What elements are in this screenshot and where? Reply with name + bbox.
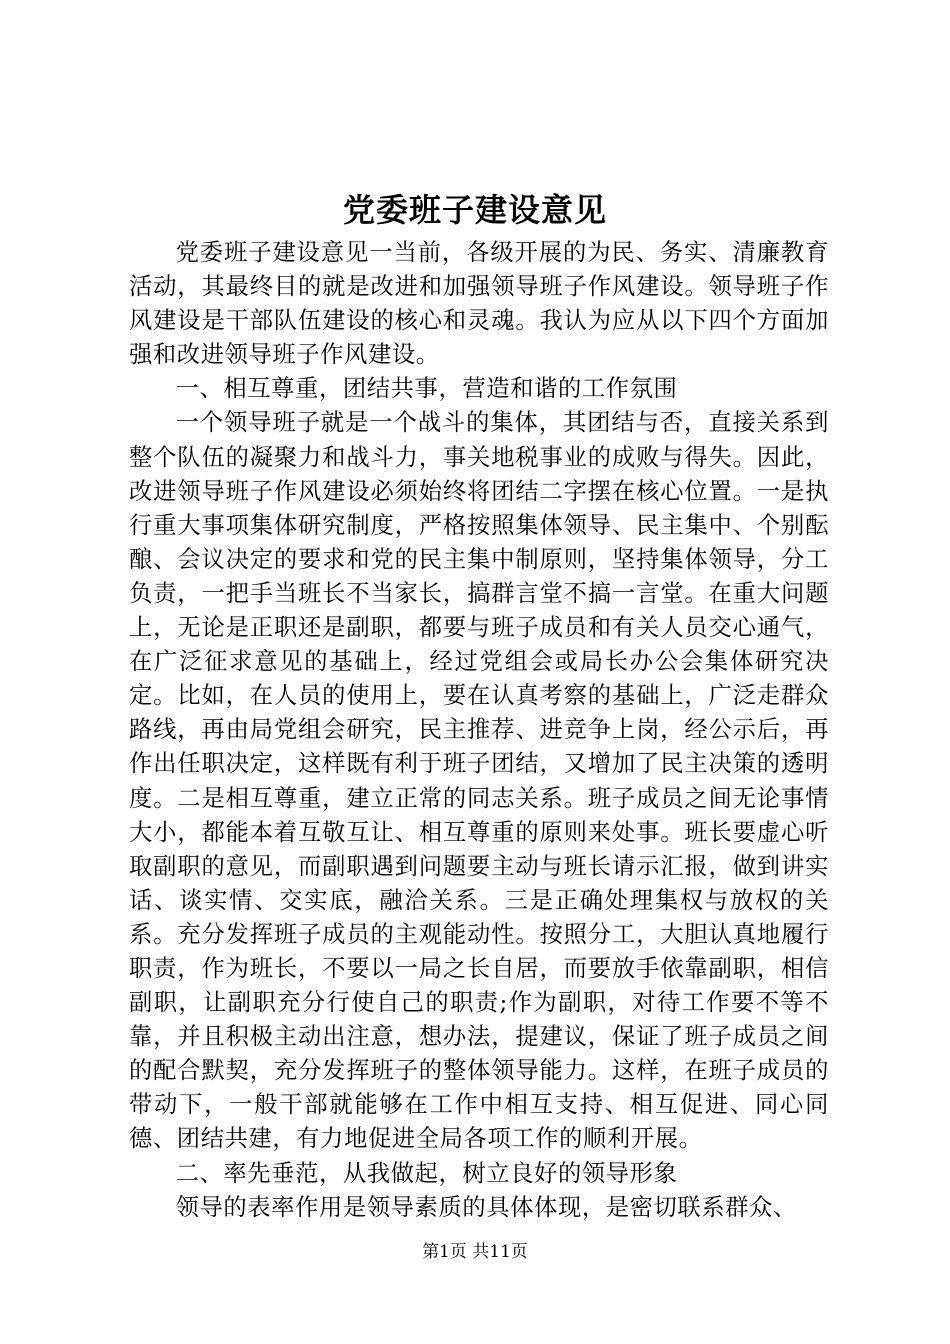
paragraph-intro: 党委班子建设意见一当前，各级开展的为民、务实、清廉教育活动，其最终目的就是改进和加强领导班子作风建设。领导班子作风建设是干部队伍建设的核心和灵魂。我认为应从以下四个方面加强和改进领导班子作风建设。	[129, 239, 829, 369]
document-title: 党委班子建设意见	[342, 191, 607, 229]
paragraph-section-2: 领导的表率作用是领导素质的具体体现，是密切联系群众、	[175, 1193, 797, 1221]
document-body	[129, 236, 829, 1225]
section-heading-1: 一、相互尊重，团结共事，营造和谐的工作氛围	[175, 375, 678, 403]
page-footer: 第1页 共11页	[422, 1242, 528, 1262]
section-heading-2: 二、率先垂范，从我做起，树立良好的领导形象	[175, 1159, 678, 1187]
paragraph-section-1: 一个领导班子就是一个战斗的集体，其团结与否，直接关系到整个队伍的凝聚力和战斗力，事关地税事业的成败与得失。因此，改进领导班子作风建设必须始终将团结二字摆在核心位置。一是执行重大事项集体研究制度，严格按照集体领导、民主集中、个别酝酿、会议决定的要求和党的民主集中制原则，坚持集体领导，分工负责，一把手当班长不当家长，搞群言堂不搞一言堂。在重大问题上，无论是正职还是副职，都要与班子成员和有关人员交心通气，在广泛征求意见的基础上，经过党组会或局长办公会集体研究决定。比如，在人员的使用上，要在认真考察的基础上，广泛走群众路线，再由局党组会研究，民主推荐、进竞争上岗，经公示后，再作出任职决定，这样既有利于班子团结，又增加了民主决策的透明度。二是相互尊重，建立正常的同志关系。班子成员之间无论事情大小，都能本着互敬互让、相互尊重的原则来处事。班长要虚心听取副职的意见，而副职遇到问题要主动与班长请示汇报，做到讲实话、谈实情、交实底，融洽关系。三是正确处理集权与放权的关系。充分发挥班子成员的主观能动性。按照分工，大胆认真地履行职责，作为班长，不要以一局之长自居，而要放手依靠副职，相信副职，让副职充分行使自己的职责;作为副职，对待工作要不等不靠，并且积极主动出注意，想办法，提建议，保证了班子成员之间的配合默契，充分发挥班子的整体领导能力。这样，在班子成员的带动下，一般干部就能够在工作中相互支持、相互促进、同心同德、团结共建，有力地促进全局各项工作的顺利开展。	[129, 409, 829, 1153]
